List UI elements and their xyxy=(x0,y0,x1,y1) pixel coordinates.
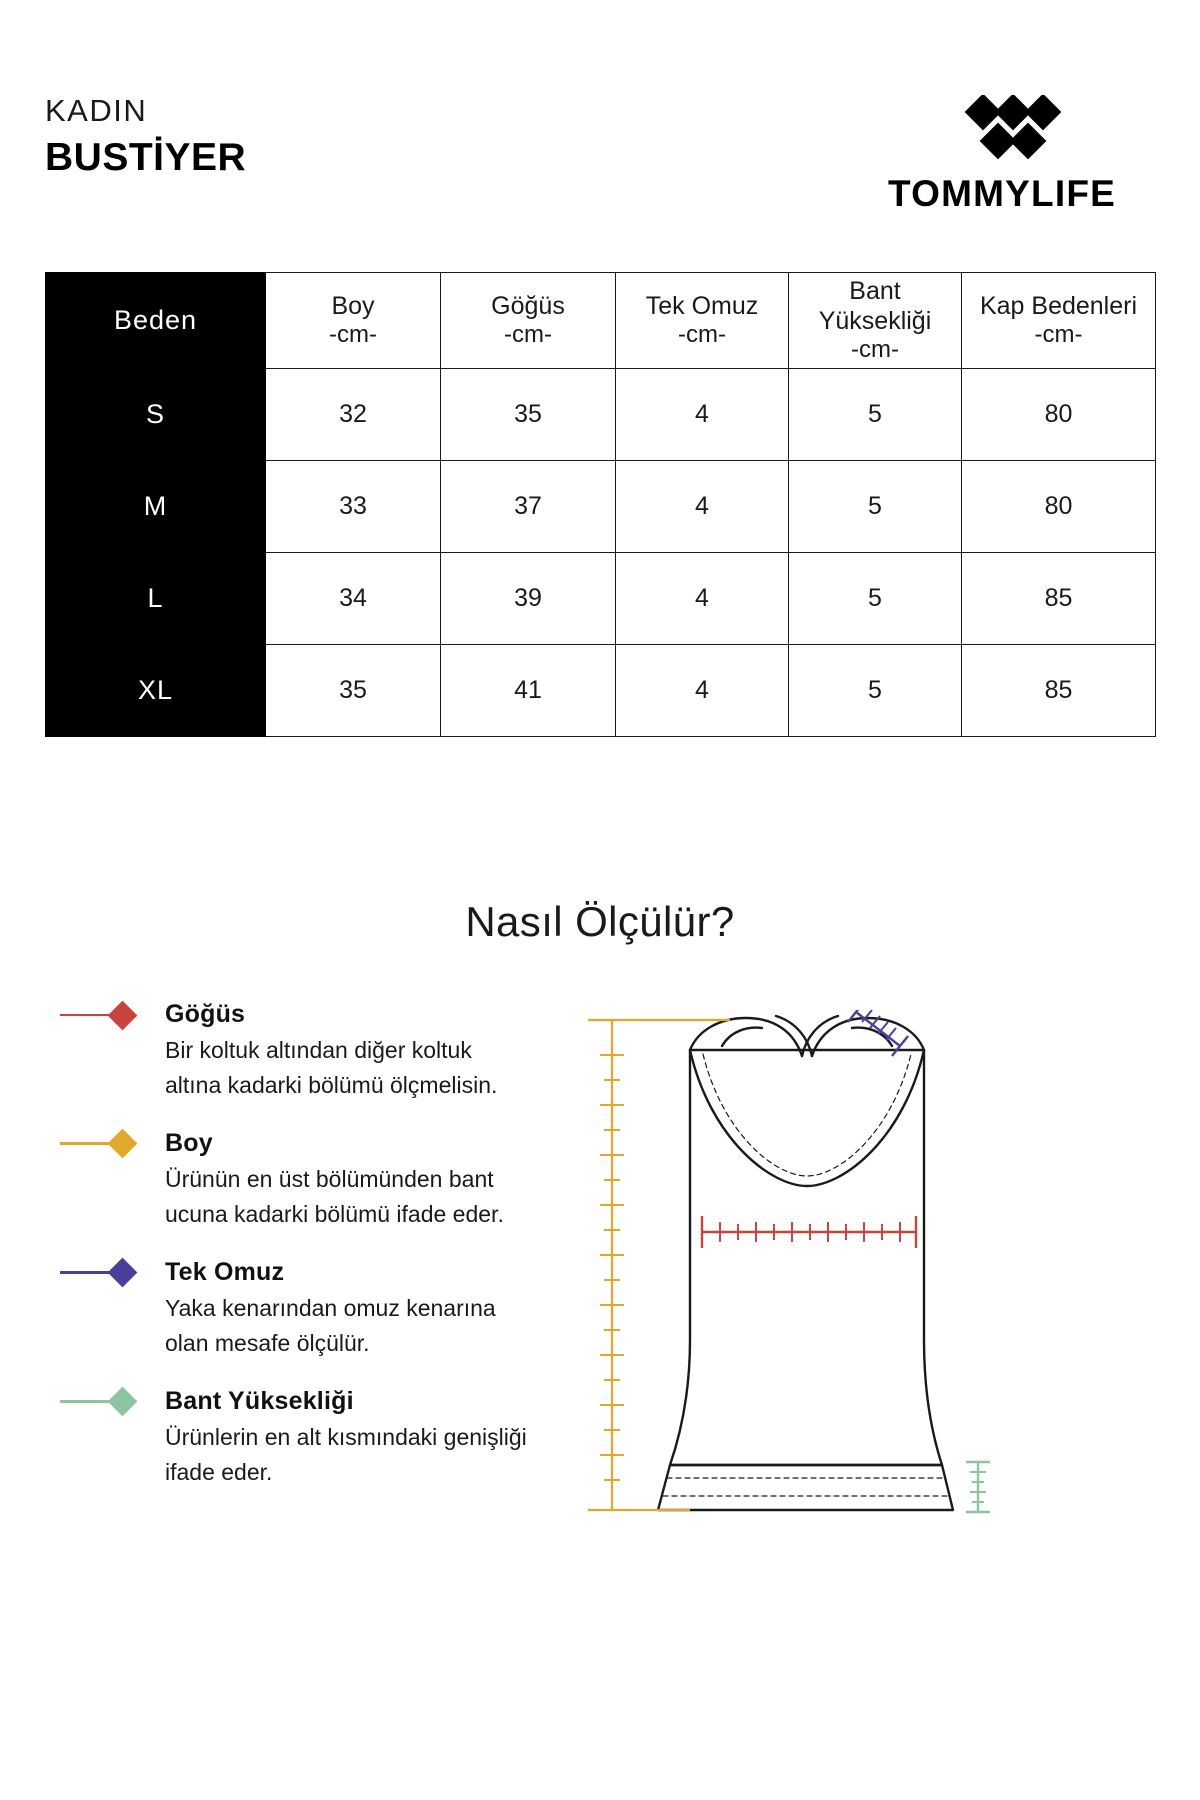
column-header-bant-unit: -cm- xyxy=(851,336,899,363)
legend-label: Göğüs xyxy=(165,1000,246,1028)
cell-beden: L xyxy=(46,553,266,645)
cell-kap: 85 xyxy=(962,553,1156,645)
cell-bant: 5 xyxy=(789,369,962,461)
legend-label: Bant Yüksekliği xyxy=(165,1386,354,1415)
cell-boy: 34 xyxy=(266,553,441,645)
cell-kap: 80 xyxy=(962,461,1156,553)
legend-head xyxy=(60,1387,590,1416)
size-table xyxy=(45,272,1156,737)
legend-head xyxy=(60,1000,590,1029)
legend-item-tek-omuz xyxy=(60,1258,590,1361)
cell-boy: 35 xyxy=(266,645,441,737)
column-header-tek-omuz-label: Tek Omuz xyxy=(645,291,759,320)
column-header-boy-label: Boy xyxy=(331,291,375,320)
table-row xyxy=(46,461,1156,553)
column-header-boy xyxy=(266,273,441,369)
table-row xyxy=(46,369,1156,461)
column-header-boy-unit: -cm- xyxy=(329,321,377,349)
legend-label: Boy xyxy=(165,1128,213,1157)
column-header-gogus-unit: -cm- xyxy=(504,321,552,349)
column-header-gogus xyxy=(441,273,616,369)
brand-block xyxy=(857,95,1147,212)
cell-bant: 5 xyxy=(789,645,962,737)
legend-item-bant-yuksekligi xyxy=(60,1387,590,1490)
cell-tek-omuz: 4 xyxy=(616,369,789,461)
legend-head xyxy=(60,1258,590,1287)
bant-yuksekligi-guide xyxy=(966,1462,990,1512)
measurement-legend xyxy=(60,1000,590,1516)
cell-gogus: 41 xyxy=(441,645,616,737)
diamond-cluster-logo-icon xyxy=(912,95,1092,167)
column-header-tek-omuz-unit: -cm- xyxy=(678,321,726,349)
column-header-gogus-label: Göğüs xyxy=(491,291,565,320)
how-to-measure-title: Nasıl Ölçülür? xyxy=(465,898,735,945)
column-header-kap-unit: -cm- xyxy=(1034,321,1083,349)
size-table-container xyxy=(45,272,1155,737)
legend-description: Yaka kenarından omuz kenarına olan mesafe ölçülür. xyxy=(165,1294,496,1356)
column-header-beden-label: Beden xyxy=(113,304,198,335)
cell-boy: 33 xyxy=(266,461,441,553)
legend-head xyxy=(60,1129,590,1158)
cell-kap: 85 xyxy=(962,645,1156,737)
tek-omuz-marker-icon xyxy=(60,1258,155,1286)
header xyxy=(45,95,1155,255)
column-header-tek-omuz xyxy=(616,273,789,369)
table-header-row xyxy=(46,273,1156,369)
cell-beden: XL xyxy=(46,645,266,737)
cell-bant: 5 xyxy=(789,461,962,553)
page-title xyxy=(45,95,246,177)
legend-label: Tek Omuz xyxy=(165,1257,285,1286)
brand-name: TOMMYLIFE xyxy=(888,173,1116,214)
legend-description: Ürünün en üst bölümünden bant ucuna kadarki bölümü ifade eder. xyxy=(165,1165,504,1227)
sports-bra-measurement-diagram xyxy=(570,1010,1170,1750)
cell-gogus: 39 xyxy=(441,553,616,645)
legend-description: Bir koltuk altından diğer koltuk altına kadarki bölümü ölçmelisin. xyxy=(165,1037,498,1098)
gogus-guide xyxy=(702,1216,916,1248)
legend-item-gogus xyxy=(60,1000,590,1103)
cell-tek-omuz: 4 xyxy=(616,461,789,553)
cell-gogus: 37 xyxy=(441,461,616,553)
boy-marker-icon xyxy=(60,1129,155,1157)
cell-kap: 80 xyxy=(962,369,1156,461)
cell-boy: 32 xyxy=(266,369,441,461)
cell-gogus: 35 xyxy=(441,369,616,461)
cell-tek-omuz: 4 xyxy=(616,553,789,645)
product-label: BUSTİYER xyxy=(45,136,247,179)
legend-item-boy xyxy=(60,1129,590,1232)
column-header-kap xyxy=(962,273,1156,369)
cell-bant: 5 xyxy=(789,553,962,645)
category-label: KADIN xyxy=(45,93,148,128)
cell-beden: S xyxy=(46,369,266,461)
column-header-beden xyxy=(46,273,266,369)
column-header-kap-label: Kap Bedenleri xyxy=(979,291,1138,320)
column-header-bant xyxy=(789,273,962,369)
table-row xyxy=(46,645,1156,737)
boy-guide xyxy=(588,1020,730,1510)
gogus-marker-icon xyxy=(60,1001,155,1029)
table-row xyxy=(46,553,1156,645)
cell-beden: M xyxy=(46,461,266,553)
legend-description: Ürünlerin en alt kısmındaki genişliği ifade eder. xyxy=(165,1423,527,1485)
bant-yuksekligi-marker-icon xyxy=(60,1387,155,1415)
column-header-bant-label: Bant Yüksekliği xyxy=(818,277,932,335)
cell-tek-omuz: 4 xyxy=(616,645,789,737)
